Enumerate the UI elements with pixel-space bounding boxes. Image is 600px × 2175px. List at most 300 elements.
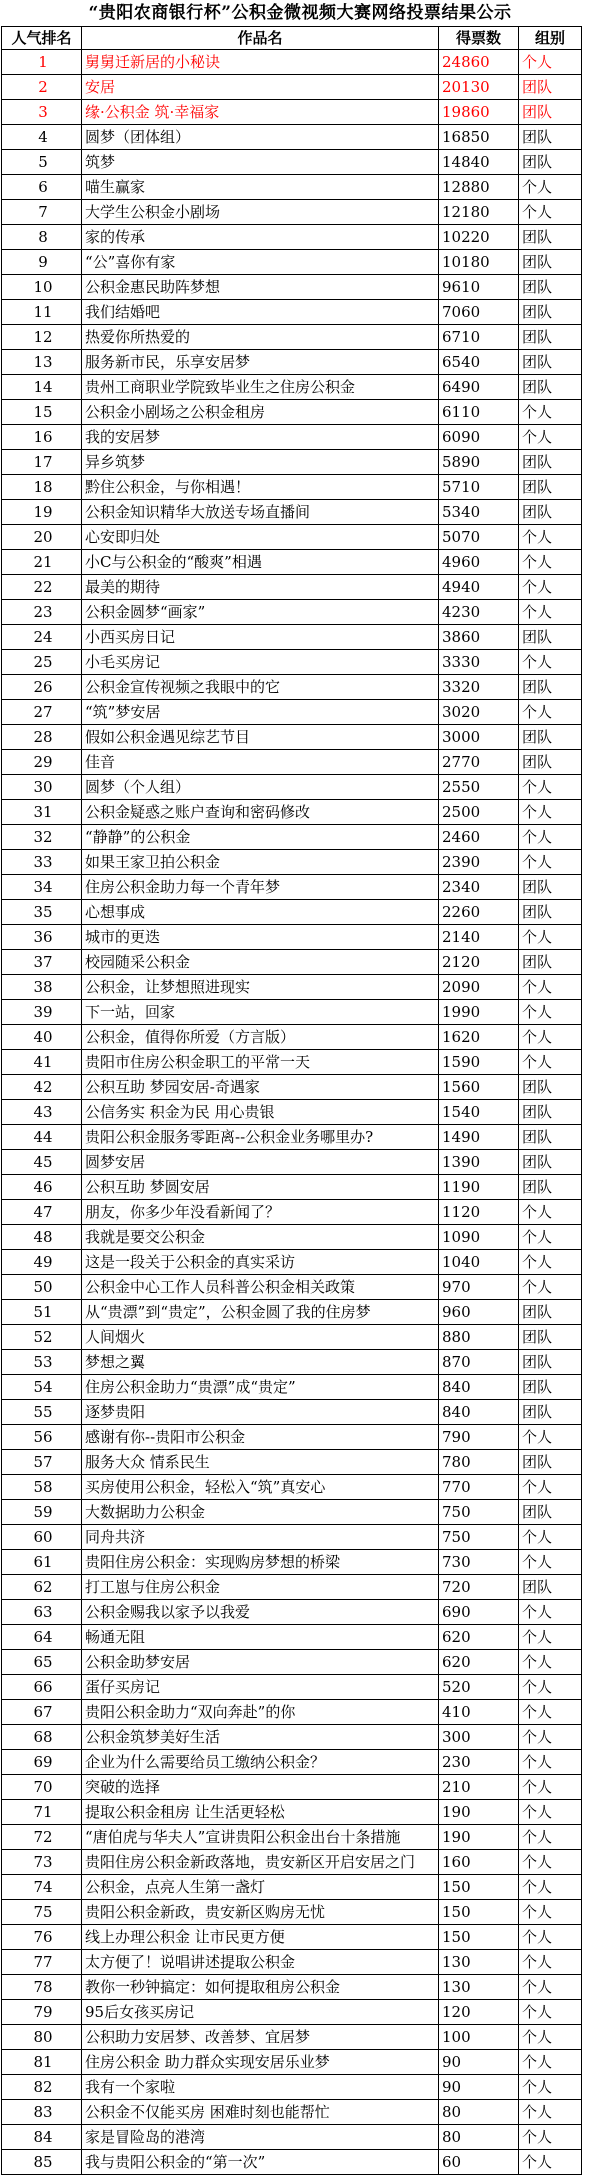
table-row	[2, 1650, 582, 1675]
work-name-cell: 公积金知识精华大放送专场直播间	[82, 500, 439, 525]
work-name-cell: 企业为什么需要给员工缴纳公积金？	[82, 1750, 439, 1775]
table-row	[2, 550, 582, 575]
rank-cell: 60	[2, 1525, 82, 1550]
table-row	[2, 925, 582, 950]
table-row	[2, 2025, 582, 2050]
group-cell: 团队	[519, 1075, 582, 1100]
work-name-cell: 公积金疑惑之账户查询和密码修改	[82, 800, 439, 825]
table-row	[2, 150, 582, 175]
votes-cell: 840	[439, 1400, 519, 1425]
votes-cell: 19860	[439, 100, 519, 125]
group-cell: 个人	[519, 525, 582, 550]
group-cell: 个人	[519, 1975, 582, 2000]
votes-cell: 2390	[439, 850, 519, 875]
votes-cell: 16850	[439, 125, 519, 150]
table-row	[2, 575, 582, 600]
group-cell: 团队	[519, 500, 582, 525]
group-cell: 个人	[519, 1925, 582, 1950]
work-name-cell: 公积金惠民助阵梦想	[82, 275, 439, 300]
votes-cell: 880	[439, 1325, 519, 1350]
table-row	[2, 825, 582, 850]
table-row	[2, 1275, 582, 1300]
group-cell: 团队	[519, 1175, 582, 1200]
rank-cell: 85	[2, 2150, 82, 2175]
table-row	[2, 1975, 582, 2000]
table-row	[2, 1225, 582, 1250]
table-row	[2, 450, 582, 475]
votes-cell: 7060	[439, 300, 519, 325]
votes-cell: 620	[439, 1650, 519, 1675]
rank-cell: 82	[2, 2075, 82, 2100]
work-name-cell: 公积金宣传视频之我眼中的它	[82, 675, 439, 700]
work-name-cell: 公积金，让梦想照进现实	[82, 975, 439, 1000]
rank-cell: 32	[2, 825, 82, 850]
rank-cell: 75	[2, 1900, 82, 1925]
group-cell: 团队	[519, 100, 582, 125]
votes-cell: 4230	[439, 600, 519, 625]
votes-cell: 2770	[439, 750, 519, 775]
votes-cell: 3020	[439, 700, 519, 725]
votes-cell: 3330	[439, 650, 519, 675]
rank-cell: 29	[2, 750, 82, 775]
votes-cell: 770	[439, 1475, 519, 1500]
table-row	[2, 1000, 582, 1025]
rank-cell: 56	[2, 1425, 82, 1450]
group-cell: 团队	[519, 1350, 582, 1375]
group-cell: 团队	[519, 375, 582, 400]
rank-cell: 64	[2, 1625, 82, 1650]
votes-cell: 90	[439, 2075, 519, 2100]
work-name-cell: 住房公积金助力“贵漂”成“贵定”	[82, 1375, 439, 1400]
work-name-cell: 太方便了！说唱讲述提取公积金	[82, 1950, 439, 1975]
group-cell: 个人	[519, 1800, 582, 1825]
table-row	[2, 1750, 582, 1775]
table-row	[2, 1925, 582, 1950]
rank-cell: 24	[2, 625, 82, 650]
work-name-cell: 圆梦（个人组）	[82, 775, 439, 800]
group-cell: 个人	[519, 400, 582, 425]
rank-cell: 7	[2, 200, 82, 225]
work-name-cell: 打工崽与住房公积金	[82, 1575, 439, 1600]
rank-cell: 74	[2, 1875, 82, 1900]
votes-cell: 300	[439, 1725, 519, 1750]
table-row	[2, 425, 582, 450]
votes-cell: 9610	[439, 275, 519, 300]
group-cell: 团队	[519, 950, 582, 975]
work-name-cell: 小C与公积金的“酸爽”相遇	[82, 550, 439, 575]
header-row	[2, 27, 582, 50]
votes-cell: 160	[439, 1850, 519, 1875]
votes-cell: 6540	[439, 350, 519, 375]
work-name-cell: 最美的期待	[82, 575, 439, 600]
group-cell: 团队	[519, 1575, 582, 1600]
group-cell: 团队	[519, 450, 582, 475]
rank-cell: 69	[2, 1750, 82, 1775]
votes-cell: 790	[439, 1425, 519, 1450]
work-name-cell: 筑梦	[82, 150, 439, 175]
table-row	[2, 275, 582, 300]
group-cell: 团队	[519, 725, 582, 750]
rank-cell: 22	[2, 575, 82, 600]
rank-cell: 80	[2, 2025, 82, 2050]
votes-cell: 4960	[439, 550, 519, 575]
rank-cell: 38	[2, 975, 82, 1000]
votes-cell: 90	[439, 2050, 519, 2075]
table-row	[2, 1725, 582, 1750]
work-name-cell: 安居	[82, 75, 439, 100]
rank-cell: 81	[2, 2050, 82, 2075]
group-cell: 个人	[519, 650, 582, 675]
work-name-cell: 梦想之翼	[82, 1350, 439, 1375]
work-name-cell: 公积金赐我以家予以我爱	[82, 1600, 439, 1625]
table-row	[2, 650, 582, 675]
votes-cell: 5070	[439, 525, 519, 550]
work-name-cell: 公积金助梦安居	[82, 1650, 439, 1675]
table-row	[2, 2075, 582, 2100]
rank-cell: 76	[2, 1925, 82, 1950]
group-cell: 团队	[519, 1375, 582, 1400]
work-name-cell: 人间烟火	[82, 1325, 439, 1350]
votes-cell: 410	[439, 1700, 519, 1725]
votes-cell: 2460	[439, 825, 519, 850]
group-cell: 个人	[519, 175, 582, 200]
votes-cell: 1190	[439, 1175, 519, 1200]
table-row	[2, 1025, 582, 1050]
table-row	[2, 1150, 582, 1175]
table-row	[2, 1450, 582, 1475]
rank-cell: 57	[2, 1450, 82, 1475]
work-name-cell: 线上办理公积金 让市民更方便	[82, 1925, 439, 1950]
rank-cell: 61	[2, 1550, 82, 1575]
rank-cell: 70	[2, 1775, 82, 1800]
table-row	[2, 1425, 582, 1450]
group-cell: 团队	[519, 1300, 582, 1325]
work-name-cell: 我与贵阳公积金的“第一次”	[82, 2150, 439, 2175]
rank-cell: 41	[2, 1050, 82, 1075]
group-cell: 个人	[519, 1850, 582, 1875]
group-cell: 个人	[519, 1050, 582, 1075]
group-cell: 团队	[519, 1150, 582, 1175]
rank-cell: 36	[2, 925, 82, 950]
votes-cell: 150	[439, 1900, 519, 1925]
work-name-cell: 缘·公积金 筑·幸福家	[82, 100, 439, 125]
table-row	[2, 1175, 582, 1200]
rank-cell: 54	[2, 1375, 82, 1400]
table-row	[2, 1125, 582, 1150]
group-cell: 个人	[519, 2100, 582, 2125]
rank-cell: 15	[2, 400, 82, 425]
table-row	[2, 900, 582, 925]
votes-cell: 230	[439, 1750, 519, 1775]
work-name-cell: 同舟共济	[82, 1525, 439, 1550]
votes-cell: 750	[439, 1500, 519, 1525]
work-name-cell: 舅舅迁新居的小秘诀	[82, 50, 439, 75]
work-name-cell: 公积金，点亮人生第一盏灯	[82, 1875, 439, 1900]
work-name-cell: 异乡筑梦	[82, 450, 439, 475]
rank-cell: 65	[2, 1650, 82, 1675]
work-name-cell: 我有一个家啦	[82, 2075, 439, 2100]
group-cell: 个人	[519, 1425, 582, 1450]
votes-cell: 1090	[439, 1225, 519, 1250]
work-name-cell: 蛋仔买房记	[82, 1675, 439, 1700]
rank-cell: 49	[2, 1250, 82, 1275]
group-cell: 团队	[519, 225, 582, 250]
group-cell: 个人	[519, 1025, 582, 1050]
work-name-cell: 住房公积金助力每一个青年梦	[82, 875, 439, 900]
table-row	[2, 2000, 582, 2025]
table-row	[2, 1550, 582, 1575]
table-row	[2, 600, 582, 625]
header-name: 作品名	[82, 27, 439, 50]
votes-cell: 80	[439, 2125, 519, 2150]
work-name-cell: 心安即归处	[82, 525, 439, 550]
rank-cell: 73	[2, 1850, 82, 1875]
group-cell: 个人	[519, 2000, 582, 2025]
group-cell: 个人	[519, 1775, 582, 1800]
header-rank: 人气排名	[2, 27, 82, 50]
group-cell: 个人	[519, 925, 582, 950]
rank-cell: 12	[2, 325, 82, 350]
table-row	[2, 1200, 582, 1225]
table-row	[2, 325, 582, 350]
table-row	[2, 1350, 582, 1375]
work-name-cell: 公积金中心工作人员科普公积金相关政策	[82, 1275, 439, 1300]
rank-cell: 30	[2, 775, 82, 800]
votes-cell: 100	[439, 2025, 519, 2050]
rank-cell: 77	[2, 1950, 82, 1975]
work-name-cell: 我们结婚吧	[82, 300, 439, 325]
votes-cell: 60	[439, 2150, 519, 2175]
rank-cell: 59	[2, 1500, 82, 1525]
work-name-cell: 公积互助 梦园安居-奇遇家	[82, 1075, 439, 1100]
work-name-cell: 住房公积金 助力群众实现安居乐业梦	[82, 2050, 439, 2075]
rank-cell: 50	[2, 1275, 82, 1300]
group-cell: 个人	[519, 1600, 582, 1625]
group-cell: 个人	[519, 975, 582, 1000]
group-cell: 团队	[519, 1325, 582, 1350]
rank-cell: 62	[2, 1575, 82, 1600]
table-row	[2, 500, 582, 525]
rank-cell: 51	[2, 1300, 82, 1325]
group-cell: 团队	[519, 150, 582, 175]
votes-cell: 2340	[439, 875, 519, 900]
rank-cell: 83	[2, 2100, 82, 2125]
rank-cell: 42	[2, 1075, 82, 1100]
table-row	[2, 1875, 582, 1900]
group-cell: 团队	[519, 875, 582, 900]
rank-cell: 55	[2, 1400, 82, 1425]
votes-cell: 3000	[439, 725, 519, 750]
group-cell: 团队	[519, 900, 582, 925]
work-name-cell: 我就是要交公积金	[82, 1225, 439, 1250]
votes-cell: 5340	[439, 500, 519, 525]
group-cell: 个人	[519, 1225, 582, 1250]
work-name-cell: 逐梦贵阳	[82, 1400, 439, 1425]
votes-cell: 960	[439, 1300, 519, 1325]
work-name-cell: 贵阳住房公积金：实现购房梦想的桥梁	[82, 1550, 439, 1575]
table-row	[2, 1825, 582, 1850]
group-cell: 个人	[519, 2125, 582, 2150]
votes-cell: 10220	[439, 225, 519, 250]
table-row	[2, 1100, 582, 1125]
votes-cell: 5890	[439, 450, 519, 475]
table-row	[2, 1900, 582, 1925]
table-row	[2, 525, 582, 550]
work-name-cell: “筑”梦安居	[82, 700, 439, 725]
votes-cell: 870	[439, 1350, 519, 1375]
table-row	[2, 1600, 582, 1625]
rank-cell: 10	[2, 275, 82, 300]
group-cell: 团队	[519, 475, 582, 500]
votes-cell: 150	[439, 1875, 519, 1900]
group-cell: 个人	[519, 1725, 582, 1750]
table-row	[2, 100, 582, 125]
group-cell: 团队	[519, 125, 582, 150]
table-row	[2, 1500, 582, 1525]
group-cell: 团队	[519, 1500, 582, 1525]
votes-cell: 2550	[439, 775, 519, 800]
table-row	[2, 2125, 582, 2150]
votes-cell: 840	[439, 1375, 519, 1400]
group-cell: 团队	[519, 675, 582, 700]
work-name-cell: 公积金，值得你所爱（方言版）	[82, 1025, 439, 1050]
table-row	[2, 1475, 582, 1500]
table-row	[2, 175, 582, 200]
rank-cell: 6	[2, 175, 82, 200]
table-row	[2, 1625, 582, 1650]
rank-cell: 25	[2, 650, 82, 675]
group-cell: 个人	[519, 1475, 582, 1500]
votes-cell: 2260	[439, 900, 519, 925]
group-cell: 团队	[519, 275, 582, 300]
work-name-cell: 朋友，你多少年没看新闻了？	[82, 1200, 439, 1225]
table-row	[2, 1850, 582, 1875]
group-cell: 个人	[519, 1625, 582, 1650]
work-name-cell: 公积金不仅能买房 困难时刻也能帮忙	[82, 2100, 439, 2125]
group-cell: 个人	[519, 1950, 582, 1975]
rank-cell: 47	[2, 1200, 82, 1225]
rank-cell: 18	[2, 475, 82, 500]
rank-cell: 71	[2, 1800, 82, 1825]
group-cell: 个人	[519, 550, 582, 575]
header-votes: 得票数	[439, 27, 519, 50]
work-name-cell: 圆梦（团体组）	[82, 125, 439, 150]
rank-cell: 39	[2, 1000, 82, 1025]
votes-cell: 1990	[439, 1000, 519, 1025]
table-row	[2, 1400, 582, 1425]
table-row	[2, 250, 582, 275]
group-cell: 团队	[519, 325, 582, 350]
rank-cell: 72	[2, 1825, 82, 1850]
table-row	[2, 675, 582, 700]
table-row	[2, 1950, 582, 1975]
group-cell: 个人	[519, 1525, 582, 1550]
table-row	[2, 1775, 582, 1800]
votes-cell: 190	[439, 1825, 519, 1850]
rank-cell: 33	[2, 850, 82, 875]
table-row	[2, 1575, 582, 1600]
table-row	[2, 1050, 582, 1075]
group-cell: 个人	[519, 50, 582, 75]
work-name-cell: 小西买房日记	[82, 625, 439, 650]
work-name-cell: 家的传承	[82, 225, 439, 250]
work-name-cell: 喵生赢家	[82, 175, 439, 200]
rank-cell: 5	[2, 150, 82, 175]
group-cell: 团队	[519, 75, 582, 100]
group-cell: 个人	[519, 425, 582, 450]
rank-cell: 28	[2, 725, 82, 750]
votes-cell: 14840	[439, 150, 519, 175]
rank-cell: 34	[2, 875, 82, 900]
table-row	[2, 1800, 582, 1825]
group-cell: 个人	[519, 1000, 582, 1025]
header-group: 组别	[519, 27, 582, 50]
group-cell: 个人	[519, 1675, 582, 1700]
table-row	[2, 50, 582, 75]
rank-cell: 9	[2, 250, 82, 275]
work-name-cell: 城市的更迭	[82, 925, 439, 950]
rank-cell: 48	[2, 1225, 82, 1250]
votes-cell: 1120	[439, 1200, 519, 1225]
rank-cell: 68	[2, 1725, 82, 1750]
table-row	[2, 200, 582, 225]
rank-cell: 78	[2, 1975, 82, 2000]
rank-cell: 4	[2, 125, 82, 150]
work-name-cell: 公积助力安居梦、改善梦、宜居梦	[82, 2025, 439, 2050]
group-cell: 个人	[519, 2075, 582, 2100]
votes-cell: 6090	[439, 425, 519, 450]
work-name-cell: 公积金小剧场之公积金租房	[82, 400, 439, 425]
work-name-cell: “静静”的公积金	[82, 825, 439, 850]
group-cell: 团队	[519, 1400, 582, 1425]
work-name-cell: 黔住公积金，与你相遇！	[82, 475, 439, 500]
rank-cell: 20	[2, 525, 82, 550]
work-name-cell: 下一站，回家	[82, 1000, 439, 1025]
group-cell: 个人	[519, 800, 582, 825]
group-cell: 个人	[519, 1875, 582, 1900]
rank-cell: 3	[2, 100, 82, 125]
work-name-cell: 贵州工商职业学院致毕业生之住房公积金	[82, 375, 439, 400]
rank-cell: 58	[2, 1475, 82, 1500]
table-row	[2, 125, 582, 150]
rank-cell: 2	[2, 75, 82, 100]
table-row	[2, 775, 582, 800]
votes-cell: 720	[439, 1575, 519, 1600]
rank-cell: 23	[2, 600, 82, 625]
work-name-cell: 圆梦安居	[82, 1150, 439, 1175]
votes-cell: 750	[439, 1525, 519, 1550]
table-row	[2, 1675, 582, 1700]
table-row	[2, 75, 582, 100]
rank-cell: 63	[2, 1600, 82, 1625]
work-name-cell: 贵阳公积金服务零距离--公积金业务哪里办?	[82, 1125, 439, 1150]
votes-cell: 150	[439, 1925, 519, 1950]
votes-cell: 3860	[439, 625, 519, 650]
votes-cell: 6110	[439, 400, 519, 425]
votes-cell: 130	[439, 1950, 519, 1975]
votes-cell: 5710	[439, 475, 519, 500]
votes-cell: 190	[439, 1800, 519, 1825]
work-name-cell: 服务大众 情系民生	[82, 1450, 439, 1475]
votes-cell: 1540	[439, 1100, 519, 1125]
votes-cell: 1040	[439, 1250, 519, 1275]
votes-cell: 12180	[439, 200, 519, 225]
table-row	[2, 1325, 582, 1350]
votes-cell: 1490	[439, 1125, 519, 1150]
table-row	[2, 850, 582, 875]
rank-cell: 16	[2, 425, 82, 450]
table-row	[2, 800, 582, 825]
